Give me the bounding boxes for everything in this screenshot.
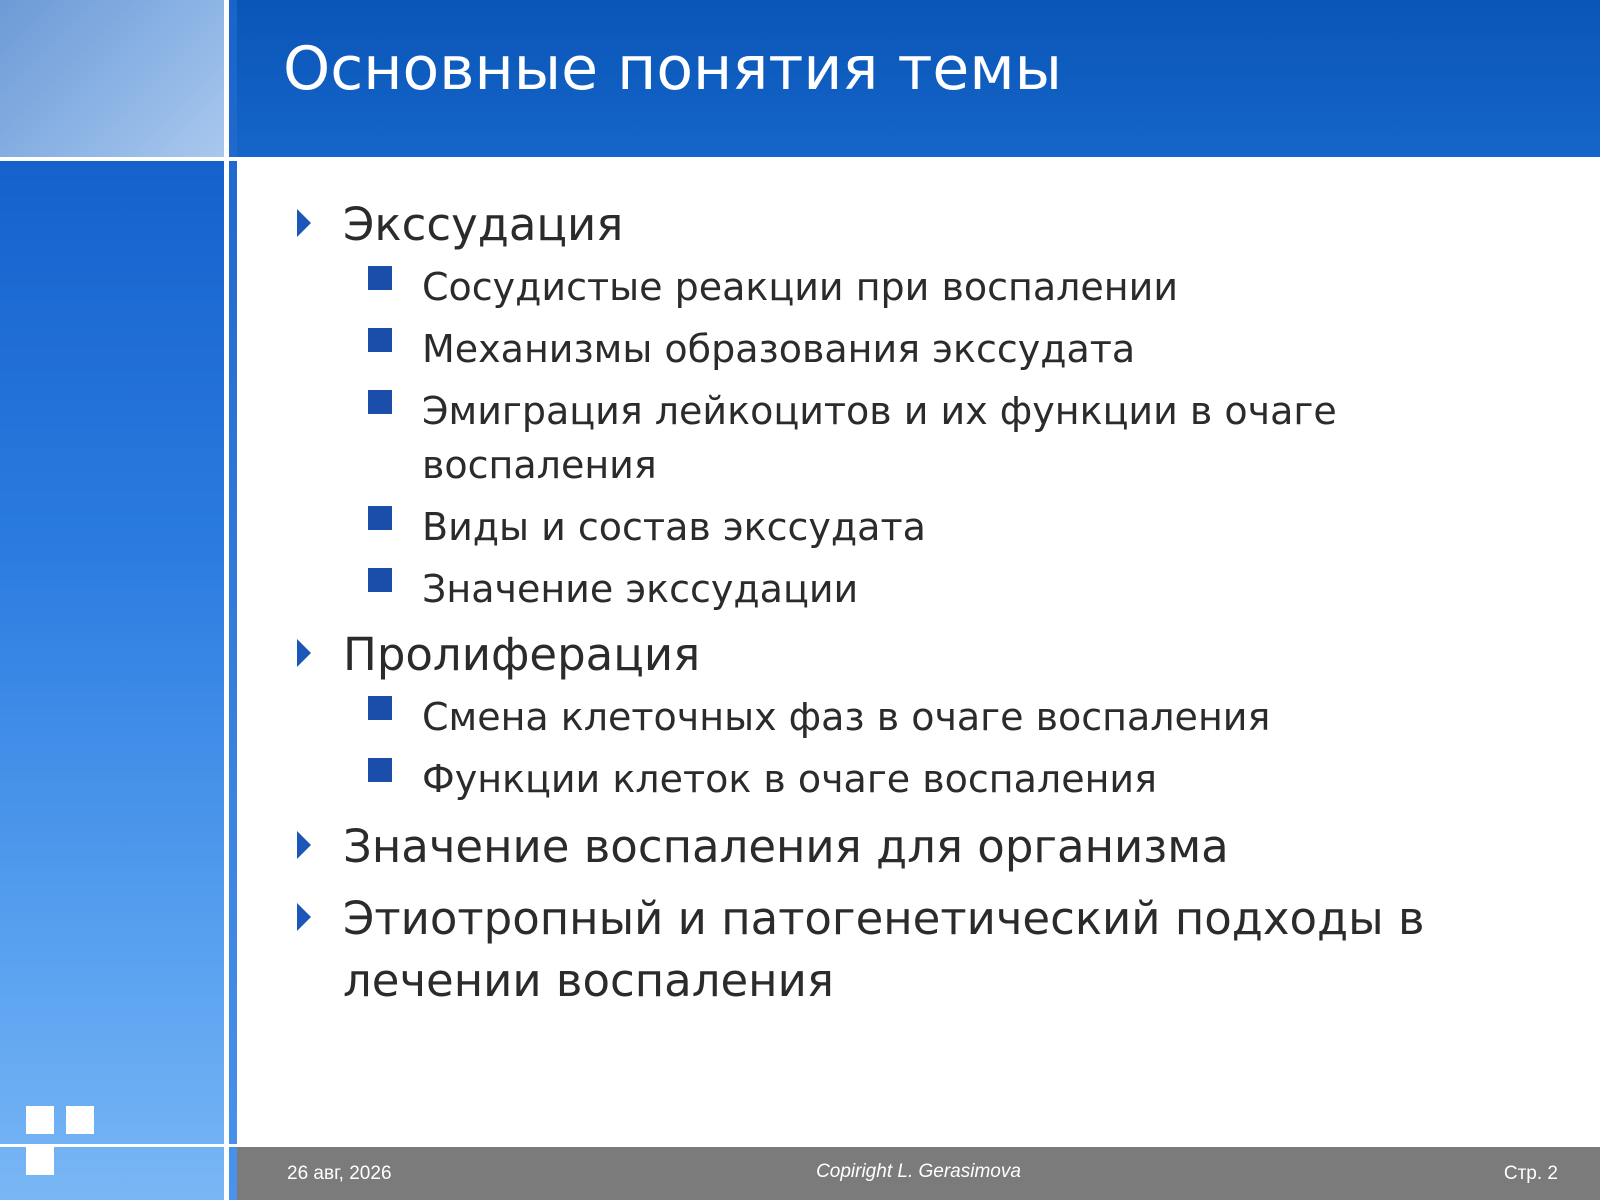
sub-bullet-text: Виды и состав экссудата (422, 505, 926, 549)
title-divider (0, 157, 1600, 161)
sub-bullet-item (290, 322, 1560, 376)
bullet-list (290, 194, 1560, 1012)
sub-bullet-text: Функции клеток в очаге воспаления (422, 757, 1157, 801)
bullet-item (290, 888, 1560, 1012)
sub-bullet-item (290, 384, 1560, 492)
sub-bullet-text: Значение экссудации (422, 567, 859, 611)
sub-list-wrapper (290, 690, 1560, 806)
square-icon (368, 758, 392, 782)
square-icon (368, 696, 392, 720)
bullet-item (290, 816, 1560, 878)
footer-bar (237, 1147, 1600, 1200)
sub-bullet-item (290, 260, 1560, 314)
bullet-item (290, 194, 1560, 256)
sub-bullet-list (290, 260, 1560, 616)
decor-strip (229, 0, 237, 1200)
square-icon (368, 266, 392, 290)
sub-bullet-text: Механизмы образования экссудата (422, 327, 1136, 371)
slide-title: Основные понятия темы (283, 34, 1062, 104)
square-icon (368, 390, 392, 414)
triangle-right-icon (297, 639, 311, 667)
sub-bullet-text: Сосудистые реакции при воспалении (422, 265, 1179, 309)
sub-bullet-item (290, 752, 1560, 806)
bullet-text: Этиотропный и патогенетический подходы в лечении воспаления (343, 892, 1425, 1007)
bullet-text: Пролиферация (343, 628, 701, 681)
decor-square-icon (26, 1147, 54, 1175)
decor-square-icon (66, 1106, 94, 1134)
slide-content (290, 190, 1560, 1012)
left-decor-top (0, 0, 224, 159)
triangle-right-icon (297, 209, 311, 237)
footer-copyright: Copiright L. Gerasimova (816, 1161, 1021, 1182)
left-decor-panel (0, 0, 224, 1200)
bullet-text: Экссудация (343, 198, 624, 251)
triangle-right-icon (297, 903, 311, 931)
square-icon (368, 506, 392, 530)
page-number: Стр. 2 (1503, 1163, 1558, 1184)
sub-bullet-item (290, 500, 1560, 554)
sub-bullet-item (290, 562, 1560, 616)
bullet-item (290, 624, 1560, 686)
sub-bullet-text: Смена клеточных фаз в очаге воспаления (422, 695, 1271, 739)
triangle-right-icon (297, 831, 311, 859)
square-icon (368, 568, 392, 592)
bullet-text: Значение воспаления для организма (343, 820, 1229, 873)
sub-bullet-item (290, 690, 1560, 744)
sub-bullet-list (290, 690, 1560, 806)
sub-list-wrapper (290, 260, 1560, 616)
decor-square-icon (26, 1106, 54, 1134)
sub-bullet-text: Эмиграция лейкоцитов и их функции в очаге воспаления (422, 389, 1337, 487)
square-icon (368, 328, 392, 352)
footer-date: 26 авг, 2026 (287, 1163, 392, 1184)
